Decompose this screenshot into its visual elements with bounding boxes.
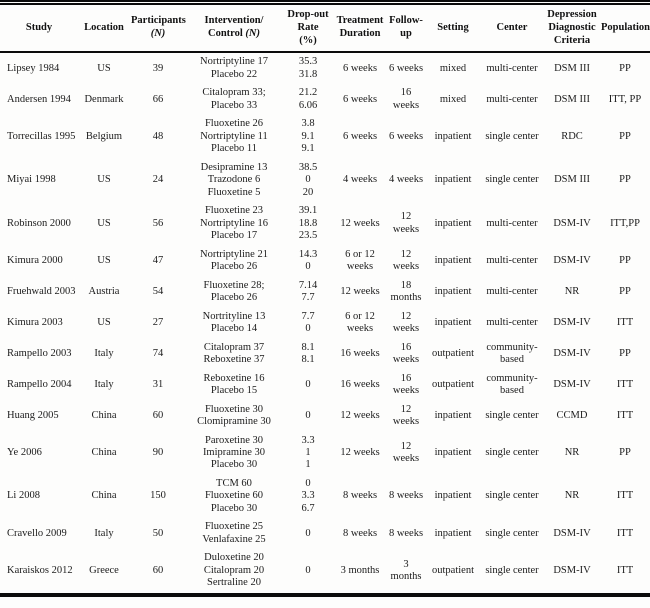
cell-center: community- based [486,341,538,366]
cell-setting: inpatient [434,527,472,539]
table-row [0,339,650,370]
cell-setting: inpatient [434,446,472,458]
cell-population: ITT [616,564,634,576]
cell-duration: 16 weeks [340,378,380,390]
cell-duration: 4 weeks [342,174,378,186]
cell-intervention: TCM 60 Fluoxetine 60 Placebo 30 [204,477,264,514]
cell-center: single center [485,130,539,142]
header-cell-population: Population [601,21,650,33]
cell-location: Italy [94,347,114,359]
cell-duration: 12 weeks [340,285,380,297]
header-cell-participants: Participants (N) [131,15,186,40]
cell-center: single center [485,490,539,502]
cell-dropout: 39.1 18.8 23.5 [298,205,318,242]
cell-setting: outpatient [432,564,474,576]
cell-criteria: NR [564,285,580,297]
cell-participants: 56 [152,217,164,229]
cell-participants: 47 [152,254,164,266]
cell-criteria: DSM-IV [553,378,591,390]
cell-dropout: 3.8 9.1 9.1 [301,118,315,155]
cell-location: US [97,254,111,266]
cell-criteria: DSM III [554,174,590,186]
cell-study: Robinson 2000 [7,217,71,229]
cell-followup: 12 weeks [392,310,420,335]
cell-location: Denmark [84,93,124,105]
cell-center: multi-center [486,285,538,297]
cell-participants: 60 [152,564,164,576]
cell-study: Huang 2005 [7,409,59,421]
header-cell-followup: Follow- up [389,15,423,40]
cell-study: Fruehwald 2003 [7,285,76,297]
cell-study: Andersen 1994 [7,93,71,105]
cell-dropout: 0 [305,564,311,576]
cell-participants: 24 [152,174,164,186]
cell-location: China [91,446,117,458]
cell-duration: 8 weeks [342,527,378,539]
cell-center: multi-center [486,217,538,229]
cell-followup: 12 weeks [392,248,420,273]
cell-study: Li 2008 [7,490,40,502]
cell-center: community- based [486,372,538,397]
cell-population: ITT [616,490,634,502]
cell-dropout: 8.1 8.1 [301,341,315,366]
cell-setting: mixed [439,93,467,105]
cell-criteria: DSM-IV [553,316,591,328]
cell-participants: 50 [152,527,164,539]
cell-criteria: DSM-IV [553,254,591,266]
cell-center: single center [485,564,539,576]
cell-criteria: NR [564,490,580,502]
cell-followup: 8 weeks [388,527,424,539]
cell-center: multi-center [486,93,538,105]
cell-criteria: DSM-IV [553,527,591,539]
cell-duration: 12 weeks [340,217,380,229]
cell-study: Miyai 1998 [7,174,56,186]
cell-participants: 60 [152,409,164,421]
cell-location: Belgium [85,130,123,142]
cell-duration: 6 weeks [342,62,378,74]
cell-participants: 90 [152,446,164,458]
cell-criteria: DSM-IV [553,347,591,359]
table-row [0,401,650,432]
cell-setting: inpatient [434,409,472,421]
cell-followup: 16 weeks [392,341,420,366]
cell-location: US [97,174,111,186]
cell-population: ITT [616,409,634,421]
cell-study: Ye 2006 [7,446,42,458]
cell-duration: 16 weeks [340,347,380,359]
cell-followup: 16 weeks [392,372,420,397]
cell-location: Italy [94,527,114,539]
table-row [0,277,650,308]
cell-intervention: Fluoxetine 25 Venlafaxine 25 [202,521,266,545]
cell-center: single center [485,446,539,458]
table-row [0,432,650,475]
header-cell-center: Center [496,21,528,33]
cell-criteria: CCMD [556,409,588,421]
cell-duration: 8 weeks [342,490,378,502]
cell-location: China [91,490,117,502]
table-row [0,52,650,84]
cell-population: PP [619,62,631,74]
cell-criteria: DSM III [554,62,590,74]
cell-location: Greece [89,564,119,576]
cell-criteria: DSM-IV [553,217,591,229]
cell-duration: 12 weeks [340,446,380,458]
cell-duration: 6 or 12 weeks [345,310,375,335]
cell-center: single center [485,409,539,421]
cell-center: single center [485,174,539,186]
cell-location: US [97,316,111,328]
cell-dropout: 3.3 1 1 [301,434,315,471]
cell-followup: 18 months [390,279,422,304]
cell-criteria: NR [564,446,580,458]
cell-followup: 6 weeks [388,130,424,142]
header-cell-intervention: Intervention/ Control (N) [204,15,264,40]
cell-setting: inpatient [434,285,472,297]
cell-intervention: Nortrityline 13 Placebo 14 [202,310,266,335]
cell-dropout: 7.7 0 [301,310,315,335]
cell-study: Cravello 2009 [7,527,67,539]
cell-intervention: Reboxetine 16 Placebo 15 [203,372,265,397]
cell-dropout: 0 [305,527,311,539]
header-cell-duration: Treatment Duration [336,15,384,40]
cell-followup: 12 weeks [392,440,420,465]
cell-setting: inpatient [434,174,472,186]
cell-participants: 66 [152,93,164,105]
cell-intervention: Desipramine 13 Trazodone 6 Fluoxetine 5 [200,161,268,198]
table-row [0,370,650,401]
cell-participants: 150 [150,490,166,502]
cell-setting: inpatient [434,254,472,266]
cell-population: PP [619,347,631,359]
cell-intervention: Duloxetine 20 Citalopram 20 Sertraline 20 [203,552,265,589]
cell-population: PP [619,130,631,142]
header-cell-location: Location [84,21,124,33]
cell-intervention: Nortriptyline 17 Placebo 22 [200,56,268,80]
header-cell-study: Study [25,21,53,33]
header-row [0,3,650,53]
cell-participants: 27 [152,316,164,328]
cell-location: China [91,409,117,421]
cell-participants: 31 [152,378,164,390]
cell-setting: outpatient [432,347,474,359]
cell-study: Rampello 2004 [7,378,72,390]
cell-location: Italy [94,378,114,390]
cell-dropout: 0 3.3 6.7 [301,477,315,514]
cell-setting: mixed [439,62,467,74]
cell-center: single center [485,527,539,539]
cell-duration: 6 or 12 weeks [345,248,375,273]
cell-population: ITT [616,378,634,390]
table-row [0,159,650,202]
cell-participants: 74 [152,347,164,359]
cell-duration: 12 weeks [340,409,380,421]
cell-population: PP [619,446,631,458]
cell-population: ITT, PP [608,93,642,105]
cell-intervention: Fluoxetine 28; Placebo 26 [203,279,265,304]
cell-setting: inpatient [434,217,472,229]
header-cell-setting: Setting [437,21,469,33]
cell-setting: outpatient [432,378,474,390]
table-row [0,518,650,549]
cell-study: Torrecillas 1995 [7,130,76,142]
cell-followup: 8 weeks [388,490,424,502]
cell-duration: 3 months [340,564,380,576]
cell-dropout: 0 [305,378,311,390]
table-row [0,308,650,339]
cell-followup: 16 weeks [392,87,420,111]
table-row [0,246,650,277]
cell-criteria: RDC [561,130,583,142]
cell-followup: 6 weeks [388,62,424,74]
cell-center: multi-center [486,316,538,328]
cell-duration: 6 weeks [342,130,378,142]
table-row [0,202,650,245]
cell-intervention: Nortriptyline 21 Placebo 26 [200,248,268,273]
table-row [0,84,650,115]
cell-dropout: 21.2 6.06 [298,87,318,111]
cell-population: PP [619,174,631,186]
cell-study: Rampello 2003 [7,347,72,359]
cell-followup: 3 months [390,558,422,583]
cell-study: Kimura 2003 [7,316,63,328]
cell-intervention: Fluoxetine 23 Nortriptyline 16 Placebo 17 [200,205,268,242]
cell-study: Kimura 2000 [7,254,63,266]
cell-study: Karaiskos 2012 [7,564,73,576]
cell-criteria: DSM III [554,93,590,105]
cell-dropout: 35.3 31.8 [298,56,318,80]
cell-dropout: 0 [305,409,311,421]
cell-dropout: 7.14 7.7 [298,279,318,304]
table-row [0,115,650,158]
table-body [0,52,650,594]
cell-center: multi-center [486,254,538,266]
cell-population: ITT [616,527,634,539]
header-cell-criteria: Depression Diagnostic Criteria [547,9,597,46]
cell-setting: inpatient [434,130,472,142]
cell-intervention: Fluoxetine 26 Nortriptyline 11 Placebo 11 [200,118,268,155]
table-header [0,3,650,53]
cell-criteria: DSM-IV [553,564,591,576]
cell-intervention: Paroxetine 30 Imipramine 30 Placebo 30 [202,434,266,471]
header-cell-dropout: Drop-out Rate (%) [287,9,329,46]
cell-followup: 12 weeks [392,211,420,235]
cell-dropout: 38.5 0 20 [298,161,318,198]
cell-location: Austria [88,285,120,297]
cell-population: ITT [616,316,634,328]
cell-setting: inpatient [434,316,472,328]
cell-population: ITT,PP [610,217,640,229]
cell-participants: 54 [152,285,164,297]
cell-followup: 4 weeks [388,174,424,186]
cell-location: US [97,217,111,229]
cell-participants: 48 [152,130,164,142]
cell-dropout: 14.3 0 [298,248,318,273]
cell-center: multi-center [486,62,538,74]
cell-intervention: Citalopram 37 Reboxetine 37 [203,341,265,366]
cell-participants: 39 [152,62,164,74]
cell-intervention: Fluoxetine 30 Clomipramine 30 [197,403,271,428]
cell-duration: 6 weeks [342,93,378,105]
table-row [0,475,650,518]
cell-setting: inpatient [434,490,472,502]
cell-intervention: Citalopram 33; Placebo 33 [202,87,266,111]
cell-followup: 12 weeks [392,403,420,428]
table-row [0,549,650,594]
cell-population: PP [619,285,631,297]
cell-location: US [97,62,111,74]
cell-study: Lipsey 1984 [7,62,60,74]
cell-population: PP [619,254,631,266]
